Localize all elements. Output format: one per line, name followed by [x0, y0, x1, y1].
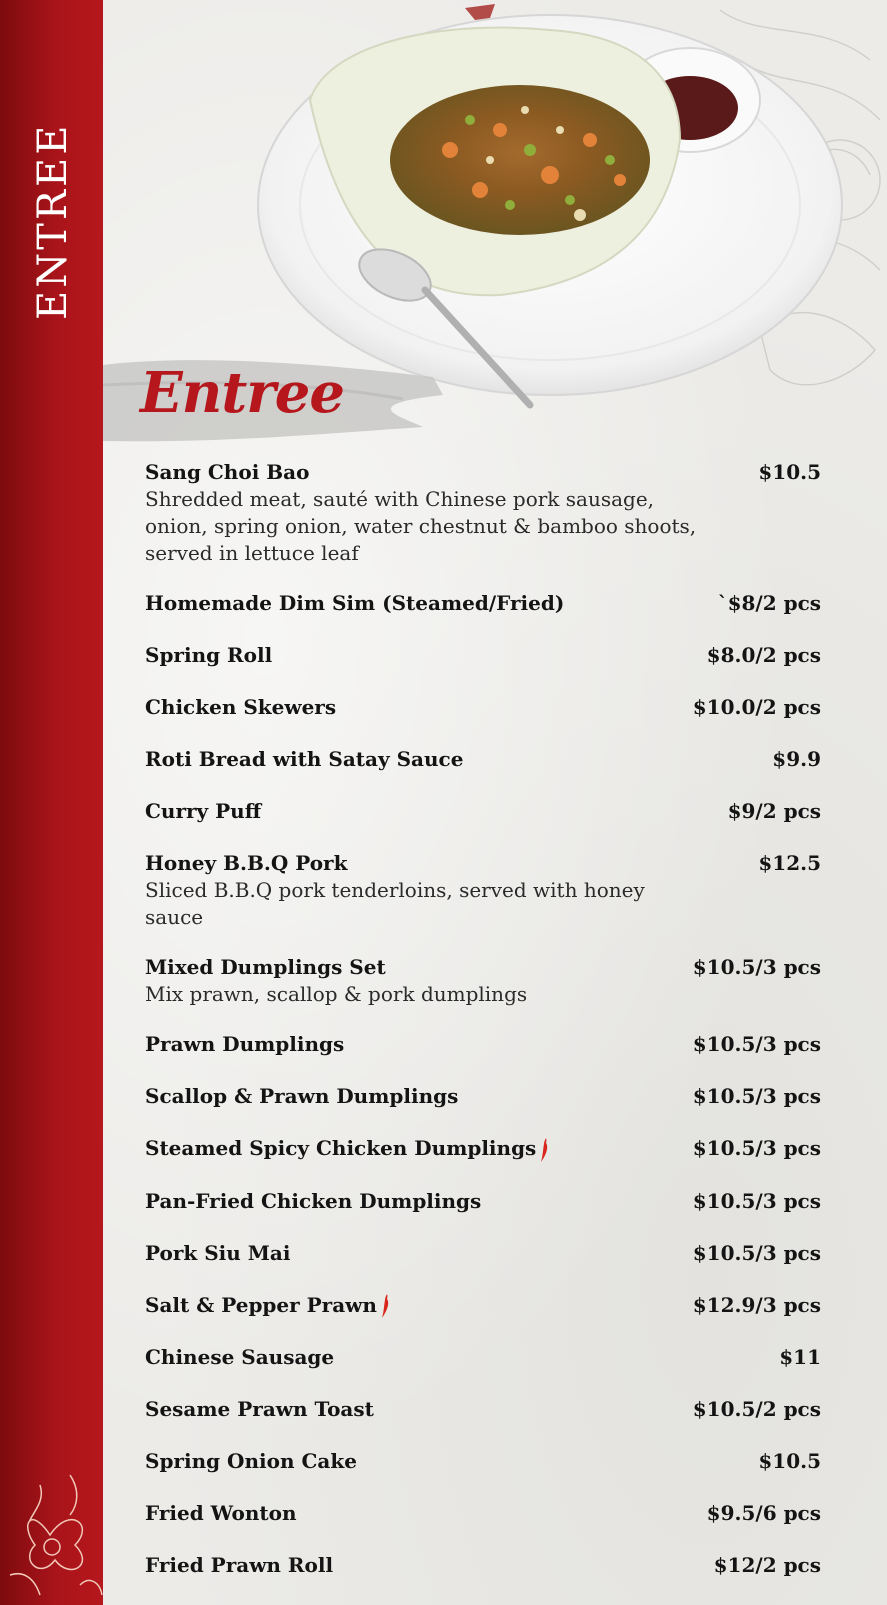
item-description: Shredded meat, sauté with Chinese pork sausage, onion, spring onion, water chestnut & bamboo shoots, served in lettuce leaf: [145, 487, 697, 565]
item-price: $10.5/3 pcs: [692, 1136, 821, 1160]
item-price: $10.5/3 pcs: [692, 1240, 821, 1265]
item-price: $11: [779, 1345, 821, 1369]
menu-item: [145, 1447, 821, 1475]
menu-item: [145, 1030, 821, 1058]
menu-item: [145, 1395, 821, 1423]
menu-item: [145, 1134, 821, 1163]
item-name: Pork Siu Mai: [145, 1240, 291, 1265]
section-title: Entree: [140, 360, 345, 426]
menu-item: [145, 745, 821, 773]
item-name: Chinese Sausage: [145, 1345, 335, 1369]
item-price: $9/2 pcs: [727, 799, 821, 823]
item-name: Scallop & Prawn Dumplings: [145, 1084, 459, 1108]
menu-item: [145, 1343, 821, 1371]
menu-item: [145, 1291, 821, 1320]
menu-item: [145, 1082, 821, 1110]
menu-item: [145, 693, 821, 721]
item-price: $9.5/6 pcs: [706, 1501, 821, 1525]
item-name: Honey B.B.Q Pork: [145, 851, 348, 875]
item-name-wrap: [145, 1291, 391, 1320]
item-price: `$8/2 pcs: [717, 591, 821, 615]
item-name: Steamed Spicy Chicken Dumplings: [145, 1136, 537, 1160]
section-sidebar: [0, 0, 103, 1605]
menu-item: [145, 849, 821, 931]
menu-item: [145, 797, 821, 825]
item-price: $10.5: [758, 460, 821, 484]
item-name: Fried Prawn Roll: [145, 1553, 334, 1577]
item-name: Pan-Fried Chicken Dumplings: [145, 1188, 482, 1213]
item-price: $9.9: [772, 747, 821, 771]
item-price: $12.9/3 pcs: [692, 1292, 821, 1317]
menu-item: [145, 458, 821, 567]
item-name: Salt & Pepper Prawn: [145, 1292, 377, 1317]
menu-item: [145, 1239, 821, 1267]
item-name: Curry Puff: [145, 799, 262, 823]
item-name: Spring Onion Cake: [145, 1449, 357, 1473]
item-name: Chicken Skewers: [145, 695, 337, 719]
item-price: $10.0/2 pcs: [692, 695, 821, 719]
item-price: $10.5/3 pcs: [692, 1084, 821, 1108]
item-name: Mixed Dumplings Set: [145, 955, 386, 979]
item-name: Sang Choi Bao: [145, 460, 310, 484]
item-name: Homemade Dim Sim (Steamed/Fried): [145, 591, 565, 615]
item-name: Spring Roll: [145, 643, 273, 667]
item-description: Sliced B.B.Q pork tenderloins, served with honey sauce: [145, 878, 645, 929]
item-name: Prawn Dumplings: [145, 1032, 345, 1056]
menu-list: [145, 458, 821, 1579]
item-price: $8.0/2 pcs: [706, 643, 821, 667]
item-price: $10.5/3 pcs: [692, 1032, 821, 1056]
item-name: Sesame Prawn Toast: [145, 1397, 374, 1421]
menu-item: [145, 953, 821, 1008]
flower-outline-icon: [0, 1465, 103, 1605]
chili-pepper-icon: [381, 1293, 391, 1319]
item-price: $10.5/3 pcs: [692, 955, 821, 979]
item-price: $10.5: [758, 1449, 821, 1473]
menu-item: [145, 1499, 821, 1527]
item-price: $12.5: [758, 851, 821, 875]
item-name: Roti Bread with Satay Sauce: [145, 747, 464, 771]
menu-item: [145, 589, 821, 617]
menu-item: [145, 1187, 821, 1215]
item-description: Mix prawn, scallop & pork dumplings: [145, 982, 528, 1006]
item-name: Fried Wonton: [145, 1501, 297, 1525]
item-price: $10.5/3 pcs: [692, 1188, 821, 1213]
chili-pepper-icon: [540, 1137, 550, 1163]
item-price: $12/2 pcs: [713, 1553, 821, 1577]
sidebar-title: ENTREE: [30, 122, 76, 320]
item-name-wrap: [145, 1134, 550, 1163]
item-price: $10.5/2 pcs: [692, 1397, 821, 1421]
menu-item: [145, 641, 821, 669]
menu-item: [145, 1551, 821, 1579]
